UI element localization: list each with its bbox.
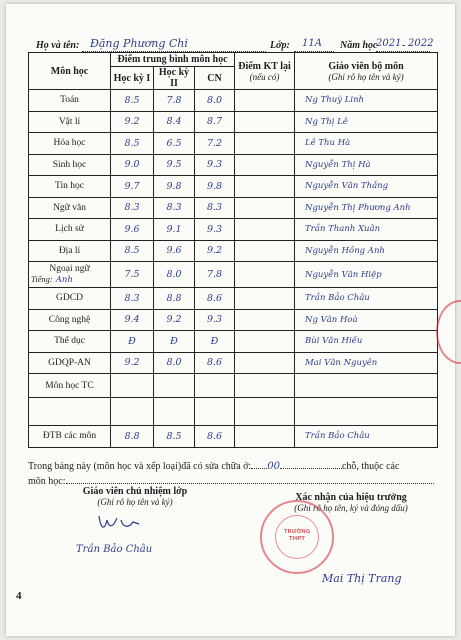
cn-score-value: 8.6 (206, 357, 223, 369)
hk1-score-value: 9.2 (124, 116, 140, 128)
foreign-language-line (29, 274, 110, 285)
cn-score-value: 9.8 (206, 180, 223, 192)
subject-cell (29, 133, 111, 155)
subject-name: Lịch sử (55, 224, 84, 235)
table-row (29, 426, 438, 448)
cn-score-value: 8.7 (206, 116, 223, 128)
hk2-score (154, 219, 195, 241)
teacher-signature (295, 197, 438, 219)
cn-score-value: 9.2 (206, 245, 223, 257)
cn-score (195, 90, 235, 112)
table-row (29, 374, 438, 398)
hk2-score-value: 8.8 (166, 292, 182, 304)
hk1-score (111, 90, 154, 112)
retest-cell (235, 309, 295, 331)
hk1-score (111, 262, 154, 288)
subject-name: Địa lí (58, 245, 81, 256)
teacher-name: Bùi Văn Hiếu (305, 336, 363, 347)
hk1-score-value: 9.6 (124, 223, 140, 235)
hk1-score-value: 8.8 (124, 430, 140, 442)
principal-title: Xác nhận của hiệu trưởng (295, 492, 407, 503)
year-dash: - (402, 40, 406, 51)
subject-name: Hóa học (53, 138, 86, 149)
hk1-score-value: 7.5 (124, 269, 140, 280)
foreign-language-label: Tiếng: (31, 274, 53, 284)
hk2-score-value: 8.4 (166, 116, 182, 128)
subject-cell (29, 426, 111, 448)
cn-score (195, 133, 235, 155)
table-row (29, 288, 438, 310)
subject-cell (29, 240, 111, 262)
teacher-name: Trần Bảo Châu (305, 293, 370, 304)
teacher-name: Trần Thanh Xuân (305, 224, 381, 235)
foreign-language-value: Anh (55, 275, 73, 285)
cn-score (195, 352, 235, 374)
hk1-score-value: 8.3 (124, 202, 140, 214)
retest-cell (235, 288, 295, 310)
cn-score (195, 197, 235, 219)
subject-name: Thể dục (54, 336, 85, 347)
principal-name: Mai Thị Trang (322, 572, 402, 585)
table-row (29, 219, 438, 241)
hk2-score-value: 8.0 (166, 357, 182, 369)
hk1-score (111, 374, 154, 398)
retest-cell (235, 374, 295, 398)
table-row (29, 90, 438, 112)
teacher-signature (295, 352, 438, 374)
correction-count: 00 (267, 461, 280, 472)
homeroom-signature (95, 512, 145, 534)
cn-score (195, 374, 235, 398)
col-teacher-title: Giáo viên bộ môn (328, 60, 404, 72)
hk2-score-value: Đ (170, 335, 178, 347)
hk2-score-value: 9.8 (166, 180, 182, 192)
hk2-score-value: 6.5 (166, 137, 182, 149)
class-label: Lớp: (270, 40, 290, 51)
subject-name: Tin học (55, 181, 84, 192)
hk2-score (154, 262, 195, 288)
teacher-signature (295, 154, 438, 176)
teacher-name: Lê Thu Hà (305, 138, 351, 149)
page-number: 4 (16, 590, 22, 602)
col-group-header: Điểm trung bình môn học (111, 53, 235, 67)
hk1-score (111, 133, 154, 155)
hk2-score-value: 8.5 (166, 430, 182, 442)
student-name: Đặng Phương Chi (90, 37, 188, 50)
hk2-score (154, 90, 195, 112)
hk1-score (111, 352, 154, 374)
subject-name: Ngữ văn (53, 202, 86, 213)
subject-cell (29, 331, 111, 353)
table-row (29, 352, 438, 374)
retest-cell (235, 240, 295, 262)
cn-score-value: 7.8 (206, 269, 223, 280)
correction-note (28, 459, 440, 489)
col-teacher-note: (Ghi rõ họ tên và ký) (328, 71, 404, 82)
cn-score-value: 8.6 (206, 430, 223, 442)
hk1-score-value: Đ (128, 335, 136, 347)
teacher-name: Nguyễn Văn Hiệp (305, 269, 382, 280)
correction-subjects-label: môn học: (28, 476, 66, 487)
table-row (29, 331, 438, 353)
subject-cell (29, 374, 111, 398)
hk2-score (154, 176, 195, 198)
subject-name: GDCD (56, 293, 83, 304)
col-subject-header: Môn học (29, 53, 111, 90)
subject-cell (29, 288, 111, 310)
subject-cell (29, 262, 111, 288)
teacher-name: Nguyễn Hồng Anh (305, 245, 385, 256)
retest-cell (235, 262, 295, 288)
hk2-score-value: 8.0 (166, 269, 182, 280)
name-label: Họ và tên: (36, 40, 80, 51)
hk1-score (111, 331, 154, 353)
cn-score (195, 331, 235, 353)
subject-name: Công nghệ (48, 314, 91, 325)
hk2-score (154, 426, 195, 448)
teacher-signature (295, 90, 438, 112)
subject-cell (29, 90, 111, 112)
hk2-score (154, 197, 195, 219)
retest-cell (235, 426, 295, 448)
year-start: 2021 (376, 38, 402, 49)
teacher-signature (295, 240, 438, 262)
retest-cell (235, 398, 295, 426)
hk1-score (111, 154, 154, 176)
col-hk1-header: Học kỳ I (111, 67, 154, 90)
subject-name: Vật lí (58, 116, 81, 127)
year-end: 2022 (408, 38, 434, 49)
correction-dots-3 (66, 474, 434, 484)
correction-suffix: chỗ, thuộc các (341, 461, 400, 472)
hk2-score-value: 9.2 (166, 314, 182, 326)
correction-dots-1 (251, 459, 267, 469)
hk2-score-value: 9.5 (166, 159, 182, 171)
hk1-score (111, 426, 154, 448)
hk1-score (111, 288, 154, 310)
subject-cell (29, 111, 111, 133)
cn-score (195, 240, 235, 262)
teacher-name: Ng Thuỳ Linh (305, 95, 365, 106)
table-row (29, 133, 438, 155)
hk2-score (154, 331, 195, 353)
hk1-score-value: 9.4 (124, 314, 140, 326)
subject-cell (29, 176, 111, 198)
teacher-signature (295, 111, 438, 133)
hk1-score (111, 398, 154, 426)
subject-cell (29, 154, 111, 176)
subject-name: Sinh học (52, 159, 87, 170)
hk1-score-value: 8.3 (124, 292, 140, 304)
table-row (29, 197, 438, 219)
teacher-name: Mai Văn Nguyên (305, 357, 378, 368)
cn-score (195, 219, 235, 241)
cn-score-value: 9.3 (206, 159, 223, 171)
col-retest-header (235, 53, 295, 90)
homeroom-title: Giáo viên chủ nhiệm lớp (82, 486, 188, 497)
retest-cell (235, 111, 295, 133)
retest-cell (235, 219, 295, 241)
retest-cell (235, 197, 295, 219)
subject-cell (29, 398, 111, 426)
hk1-score-value: 8.5 (124, 245, 140, 257)
retest-cell (235, 176, 295, 198)
table-row (29, 262, 438, 288)
teacher-signature (295, 331, 438, 353)
subject-cell (29, 352, 111, 374)
teacher-name: Nguyễn Văn Thắng (305, 181, 389, 192)
homeroom-note: (Ghi rõ họ tên và ký) (97, 497, 173, 507)
cn-score-value: 8.6 (206, 292, 223, 304)
subject-name: Toán (60, 95, 79, 106)
year-label: Năm học (340, 40, 378, 51)
hk2-score (154, 133, 195, 155)
hk2-score (154, 288, 195, 310)
hk1-score-value: 8.5 (124, 94, 140, 106)
cn-score-value: 9.3 (206, 223, 223, 235)
cn-score-value: 8.0 (206, 94, 223, 106)
teacher-name: Ng Văn Hoà (305, 314, 358, 325)
subject-cell (29, 197, 111, 219)
hk2-score (154, 154, 195, 176)
subject-name: GDQP-AN (48, 357, 91, 368)
retest-cell (235, 154, 295, 176)
grades-table (28, 52, 438, 448)
teacher-name: Nguyễn Thị Hà (305, 159, 371, 170)
hk2-score (154, 398, 195, 426)
table-row (29, 154, 438, 176)
teacher-name: Ng Thị Lê (305, 116, 348, 127)
hk1-score (111, 309, 154, 331)
col-cn-header: CN (195, 67, 235, 90)
grades-table-body (29, 90, 438, 448)
hk2-score (154, 352, 195, 374)
table-row (29, 176, 438, 198)
hk2-score-value: 9.6 (166, 245, 182, 257)
cn-score-value: 9.3 (206, 314, 223, 326)
retest-cell (235, 331, 295, 353)
teacher-name: Trần Bảo Châu (305, 431, 370, 442)
col-teacher-header (295, 53, 438, 90)
cn-score (195, 426, 235, 448)
col-retest-title: Điểm KT lại (238, 60, 291, 72)
school-stamp (260, 500, 334, 574)
subject-name: Ngoại ngữ (49, 264, 90, 274)
hk1-score-value: 9.7 (124, 180, 140, 192)
table-row (29, 309, 438, 331)
hk2-score (154, 240, 195, 262)
subject-name: Môn học TC (45, 380, 94, 391)
hk1-score (111, 197, 154, 219)
hk2-score (154, 111, 195, 133)
retest-cell (235, 133, 295, 155)
teacher-signature (295, 219, 438, 241)
retest-cell (235, 90, 295, 112)
cn-score (195, 309, 235, 331)
subject-name: ĐTB các môn (42, 431, 97, 442)
col-retest-note: (nếu có) (249, 71, 280, 82)
hk1-score-value: 8.5 (124, 137, 140, 149)
subject-cell (29, 219, 111, 241)
table-row (29, 398, 438, 426)
teacher-signature (295, 374, 438, 398)
correction-prefix: Trong bảng này (môn học và xếp loại)đã có sửa chữa ở: (28, 461, 252, 472)
teacher-signature (295, 133, 438, 155)
hk1-score (111, 219, 154, 241)
hk1-score (111, 111, 154, 133)
table-row (29, 240, 438, 262)
stamp-text: TRƯỜNG THPT (283, 529, 311, 542)
hk2-score-value: 7.8 (166, 94, 182, 106)
teacher-signature (295, 426, 438, 448)
teacher-signature (295, 398, 438, 426)
retest-cell (235, 352, 295, 374)
principal-note: (Ghi rõ họ tên, ký và đóng dấu) (294, 503, 408, 513)
hk2-score-value: 8.3 (166, 202, 182, 214)
class-value: 11A (302, 38, 322, 49)
correction-line-1 (28, 459, 440, 474)
table-row (29, 111, 438, 133)
hk2-score (154, 374, 195, 398)
teacher-signature (295, 288, 438, 310)
hk1-score-value: 9.2 (124, 357, 140, 369)
teacher-signature (295, 262, 438, 288)
homeroom-name: Trần Bảo Châu (76, 544, 153, 555)
hk2-score (154, 309, 195, 331)
cn-score (195, 111, 235, 133)
cn-score-value: 8.3 (206, 202, 223, 214)
hk1-score-value: 9.0 (124, 159, 140, 171)
cn-score (195, 398, 235, 426)
cn-score (195, 288, 235, 310)
cn-score (195, 176, 235, 198)
teacher-signature (295, 176, 438, 198)
cn-score (195, 154, 235, 176)
cn-score (195, 262, 235, 288)
hk2-score-value: 9.1 (166, 223, 182, 235)
homeroom-block (60, 486, 210, 507)
col-hk2-header: Học kỳ II (154, 67, 195, 90)
teacher-name: Nguyễn Thị Phương Anh (305, 202, 411, 213)
subject-cell (29, 309, 111, 331)
hk1-score (111, 176, 154, 198)
teacher-signature (295, 309, 438, 331)
cn-score-value: Đ (210, 335, 219, 347)
cn-score-value: 7.2 (206, 137, 223, 149)
correction-dots-2 (280, 459, 342, 469)
hk1-score (111, 240, 154, 262)
